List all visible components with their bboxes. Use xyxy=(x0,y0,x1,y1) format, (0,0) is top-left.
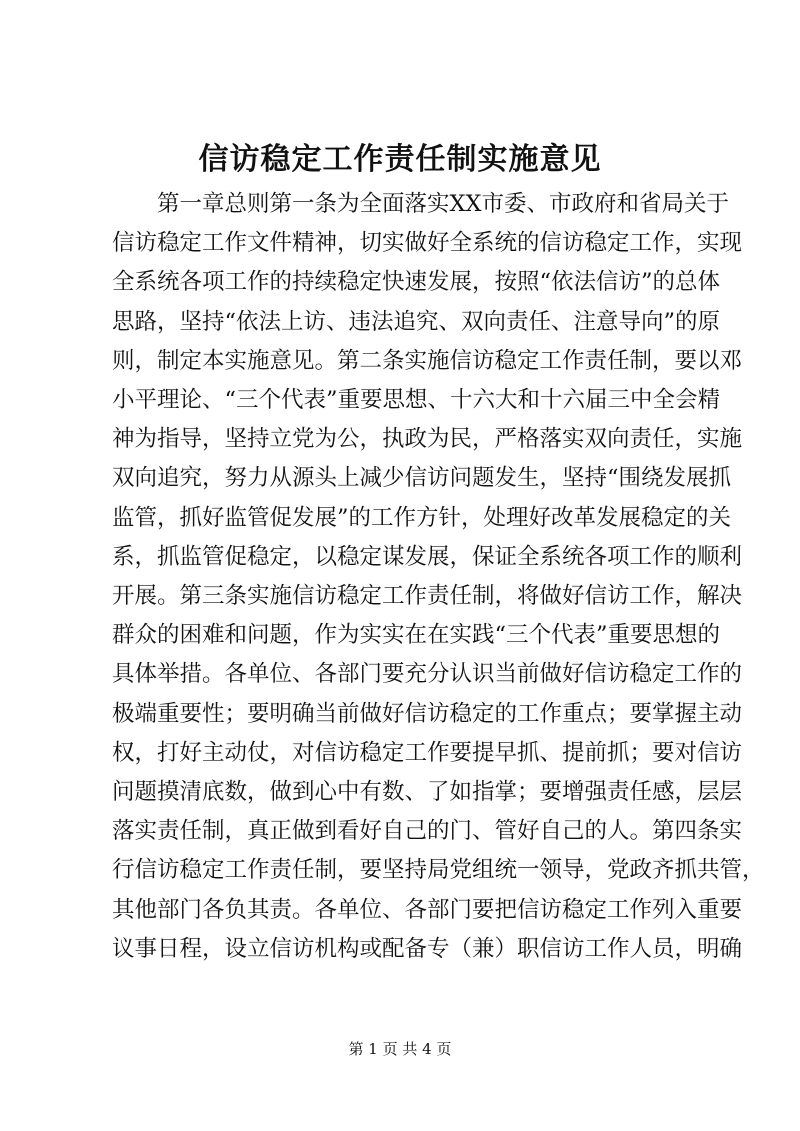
page-footer: 第 1 页 共 4 页 xyxy=(348,1040,452,1058)
body-line: 小平理论、“三个代表”重要思想、十六大和十六届三中全会精 xyxy=(112,387,721,414)
body-line: 行信访稳定工作责任制，要坚持局党组统一领导，党政齐抓共管， xyxy=(112,857,765,884)
document-body xyxy=(112,185,765,969)
body-line: 监管，抓好监管促发展”的工作方针，处理好改革发展稳定的关 xyxy=(112,504,732,531)
document-title: 信访稳定工作责任制实施意见 xyxy=(198,142,602,177)
body-line: 极端重要性；要明确当前做好信访稳定的工作重点；要掌握主动 xyxy=(112,700,743,727)
body-line: 具体举措。各单位、各部门要充分认识当前做好信访稳定工作的 xyxy=(112,661,743,688)
body-line: 全系统各项工作的持续稳定快速发展，按照“依法信访”的总体 xyxy=(112,269,721,296)
body-line: 权，打好主动仗，对信访稳定工作要提早抓、提前抓；要对信访 xyxy=(112,739,743,766)
body-line: 开展。第三条实施信访稳定工作责任制，将做好信访工作，解决 xyxy=(112,583,743,610)
body-line: 群众的困难和问题，作为实实在在实践“三个代表”重要思想的 xyxy=(112,622,721,649)
body-line: 问题摸清底数，做到心中有数、了如指掌；要增强责任感，层层 xyxy=(112,779,743,806)
body-line: 则，制定本实施意见。第二条实施信访稳定工作责任制，要以邓 xyxy=(112,347,743,374)
body-line: 第一章总则第一条为全面落实XX市委、市政府和省局关于 xyxy=(112,191,730,217)
body-line: 信访稳定工作文件精神，切实做好全系统的信访稳定工作，实现 xyxy=(112,230,743,257)
body-line: 落实责任制，真正做到看好自己的门、管好自己的人。第四条实 xyxy=(112,818,743,845)
body-line: 议事日程，设立信访机构或配备专（兼）职信访工作人员，明确 xyxy=(112,935,743,962)
body-line: 双向追究，努力从源头上减少信访问题发生，坚持“围绕发展抓 xyxy=(112,465,732,492)
body-line: 系，抓监管促稳定，以稳定谋发展，保证全系统各项工作的顺利 xyxy=(112,543,743,570)
body-line: 神为指导，坚持立党为公，执政为民，严格落实双向责任，实施 xyxy=(112,426,743,453)
body-line: 其他部门各负其责。各单位、各部门要把信访稳定工作列入重要 xyxy=(112,896,743,923)
body-line: 思路，坚持“依法上访、违法追究、双向责任、注意导向”的原 xyxy=(112,308,721,335)
